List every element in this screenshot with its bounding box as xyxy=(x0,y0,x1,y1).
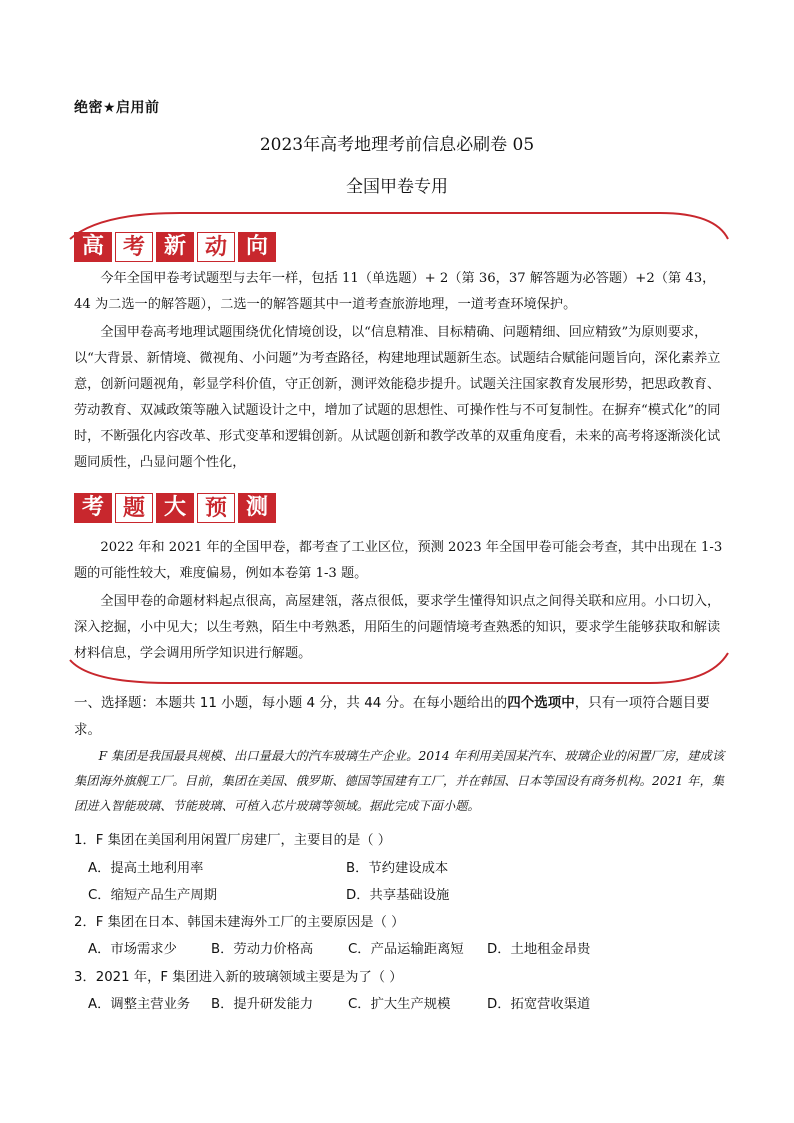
trend-paragraph-2: 全国甲卷高考地理试题围绕优化情境创设，以“信息精准、目标精确、问题精细、回应精致”为原则要求，以“大背景、新情境、微视角、小问题”为考查路径，构建地理试题新生态。试题结合赋能问题旨向，深化素养立意，创新问题视角，彰显学科价值，守正创新，测评效能稳步提升。试题关注国家教育发展形势，把思政教育、劳动教育、双减政策等融入试题设计之中，增加了试题的思想性、可操作性与不可复制性。在摒弃“模式化”的同时，不断强化内容改革、形式变革和逻辑创新。从试题创新和教学改革的双重角度看，未来的高考将逐渐淡化试题同质性，凸显问题个性化， xyxy=(74,325,721,470)
banner-char: 高 xyxy=(74,232,112,262)
section-instructions xyxy=(74,690,730,744)
banner-char: 向 xyxy=(238,232,276,262)
answer-option[interactable]: B．节约建设成本 xyxy=(346,861,449,876)
exam-subtitle: 全国甲卷专用 xyxy=(346,177,448,197)
banner-char: 测 xyxy=(238,493,276,523)
banner-forecast xyxy=(74,493,276,523)
instructions-emphasis: 四个选项中 xyxy=(507,695,575,711)
answer-option[interactable]: D．土地租金昂贵 xyxy=(487,942,591,957)
banner-char: 考 xyxy=(115,232,153,262)
question-stem: 2．F 集团在日本、韩国未建海外工厂的主要原因是（ ） xyxy=(74,915,405,930)
banner-char: 动 xyxy=(197,232,235,262)
question-stem: 1．F 集团在美国利用闲置厂房建厂，主要目的是（ ） xyxy=(74,833,392,848)
answer-option[interactable]: D．拓宽营收渠道 xyxy=(487,997,591,1012)
question-stem: 3．2021 年，F 集团进入新的玻璃领域主要是为了（ ） xyxy=(74,970,403,985)
forecast-paragraph-2: 全国甲卷的命题材料起点很高，高屋建瓴，落点很低，要求学生懂得知识点之间得关联和应用。小口切入，深入挖掘，小中见大；以生考熟，陌生中考熟悉，用陌生的问题情境考查熟悉的知识，要求学生能够获取和解读材料信息，学会调用所学知识进行解题。 xyxy=(74,594,721,661)
banner-new-trends xyxy=(74,232,276,262)
answer-option[interactable]: A．调整主营业务 xyxy=(88,997,191,1012)
instructions-part: 一、选择题：本题共 11 小题，每小题 4 分，共 44 分。在每小题给出的 xyxy=(74,695,508,711)
answer-option[interactable]: B．劳动力价格高 xyxy=(211,942,314,957)
answer-option[interactable]: D．共享基础设施 xyxy=(346,888,450,903)
banner-char: 新 xyxy=(156,232,194,262)
trend-paragraph-1: 今年全国甲卷考试题型与去年一样，包括 11（单选题）+ 2（第 36，37 解答题为必答题）+2（第 43，44 为二选一的解答题），二选一的解答题其中一道考查旅游地理，一道考查环境保护。 xyxy=(74,271,716,312)
banner-char: 题 xyxy=(115,493,153,523)
banner-char: 大 xyxy=(156,493,194,523)
banner-char: 考 xyxy=(74,493,112,523)
exam-title: 2023年高考地理考前信息必刷卷 05 xyxy=(259,135,535,155)
answer-option[interactable]: C．缩短产品生产周期 xyxy=(88,888,217,903)
answer-option[interactable]: B．提升研发能力 xyxy=(211,997,314,1012)
forecast-paragraph-1: 2022 年和 2021 年的全国甲卷，都考查了工业区位，预测 2023 年全国甲卷可能会考查，其中出现在 1-3 题的可能性较大，难度偏易，例如本卷第 1-3 题。 xyxy=(74,540,723,581)
answer-option[interactable]: C．产品运输距离短 xyxy=(348,942,464,957)
confidential-label: 绝密★启用前 xyxy=(74,100,160,116)
question-material: F 集团是我国最具规模、出口量最大的汽车玻璃生产企业。2014 年利用美国某汽车、玻璃企业的闲置厂房，建成该集团海外旗舰工厂。目前，集团在美国、俄罗斯、德国等国建有工厂，并在韩国、日本等国设有商务机构。2021 年，集团进入智能玻璃、节能玻璃、可植入芯片玻璃等领域。据此完成下面小题。 xyxy=(74,749,725,813)
banner-char: 预 xyxy=(197,493,235,523)
instructions-part: ，只有一项符合题目要求。 xyxy=(74,695,710,738)
answer-option[interactable]: A．提高土地利用率 xyxy=(88,861,204,876)
answer-option[interactable]: A．市场需求少 xyxy=(88,942,177,957)
answer-option[interactable]: C．扩大生产规模 xyxy=(348,997,451,1012)
